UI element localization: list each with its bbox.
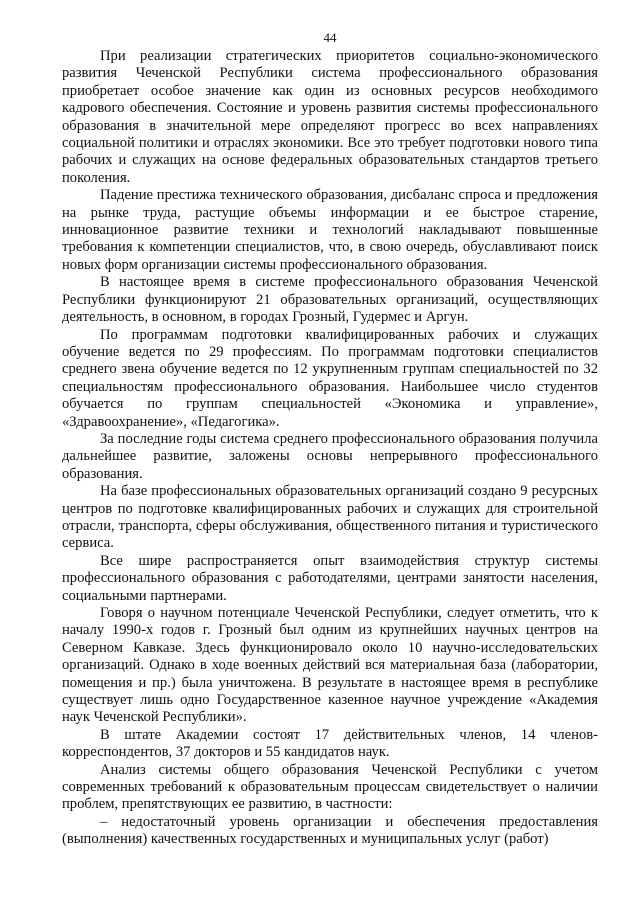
document-page (62, 30, 598, 849)
paragraph-problem-item: – недостаточный уровень организации и обеспечения предоставления (выполнения) качественных государственных и муниципальных услуг (работ) (62, 813, 598, 848)
paragraph-technical-education-prestige: Падение престижа технического образования, дисбаланс спроса и предложения на рынке труда, растущие объемы информации и ее быстрое старение, инновационное развитие техники и технологий накладывают повышенные требования к компетенции специалистов, что, в свою очередь, обуславливают поиск новых форм организации системы профессионального образования. (62, 187, 598, 273)
paragraph-scientific-potential: Говоря о научном потенциале Чеченской Республики, следует отметить, что к началу 1990-х годов г. Грозный был одним из крупнейших научных центров на Северном Кавказе. Здесь функционировало около 10 научно-исследовательских организаций. Однако в ходе военных действий вся материальная база (лаборатории, помещения и пр.) была уничтожена. В результате в настоящее время в республике существует лишь одно Государственное казенное научное учреждение «Академия наук Чеченской Республики». (62, 605, 598, 726)
paragraph-academy-staff: В штате Академии состоят 17 действительных членов, 14 членов-корреспондентов, 37 докторов и 55 кандидатов наук. (62, 726, 598, 761)
paragraph-resource-centers: На базе профессиональных образовательных организаций создано 9 ресурсных центров по подготовке квалифицированных рабочих и служащих для строительной отрасли, транспорта, сферы обслуживания, общественного питания и туристического сервиса. (62, 483, 598, 552)
paragraph-general-education-analysis: Анализ системы общего образования Чеченской Республики с учетом современных требований к образовательным процессам свидетельствует о наличии проблем, препятствующих ее развитию, в частности: (62, 761, 598, 813)
paragraph-system-development: За последние годы система среднего профессионального образования получила дальнейшее развитие, заложены основы непрерывного профессионального образования. (62, 430, 598, 482)
paragraph-educational-organizations: В настоящее время в системе профессионального образования Чеченской Республики функционируют 21 образовательных организаций, осуществляющих деятельность, в основном, в городах Грозный, Гудермес и Аргун. (62, 274, 598, 326)
paragraph-professional-education-priority: При реализации стратегических приоритетов социально-экономического развития Чеченской Республики система профессионального образования приобретает особое значение как один из основных ресурсов необходимого кадрового обеспечения. Состояние и уровень развития системы профессионального образования в значительной мере определяют прогресс во всех направлениях социальной политики и отраслях экономики. Все это требует подготовки нового типа рабочих и служащих на основе федеральных образовательных стандартов третьего поколения. (62, 48, 598, 186)
paragraph-training-programs: По программам подготовки квалифицированных рабочих и служащих обучение ведется по 29 профессиям. По программам подготовки специалистов среднего звена обучение ведется по 12 укрупненным группам специальностей по 32 специальностям профессионального образования. Наибольшее число студентов обучается по группам специальностей «Экономика и управление», «Здравоохранение», «Педагогика». (62, 326, 598, 430)
paragraph-employer-interaction: Все шире распространяется опыт взаимодействия структур системы профессионального образования с работодателями, центрами занятости населения, социальными партнерами. (62, 552, 598, 604)
page-number: 44 (323, 30, 337, 45)
